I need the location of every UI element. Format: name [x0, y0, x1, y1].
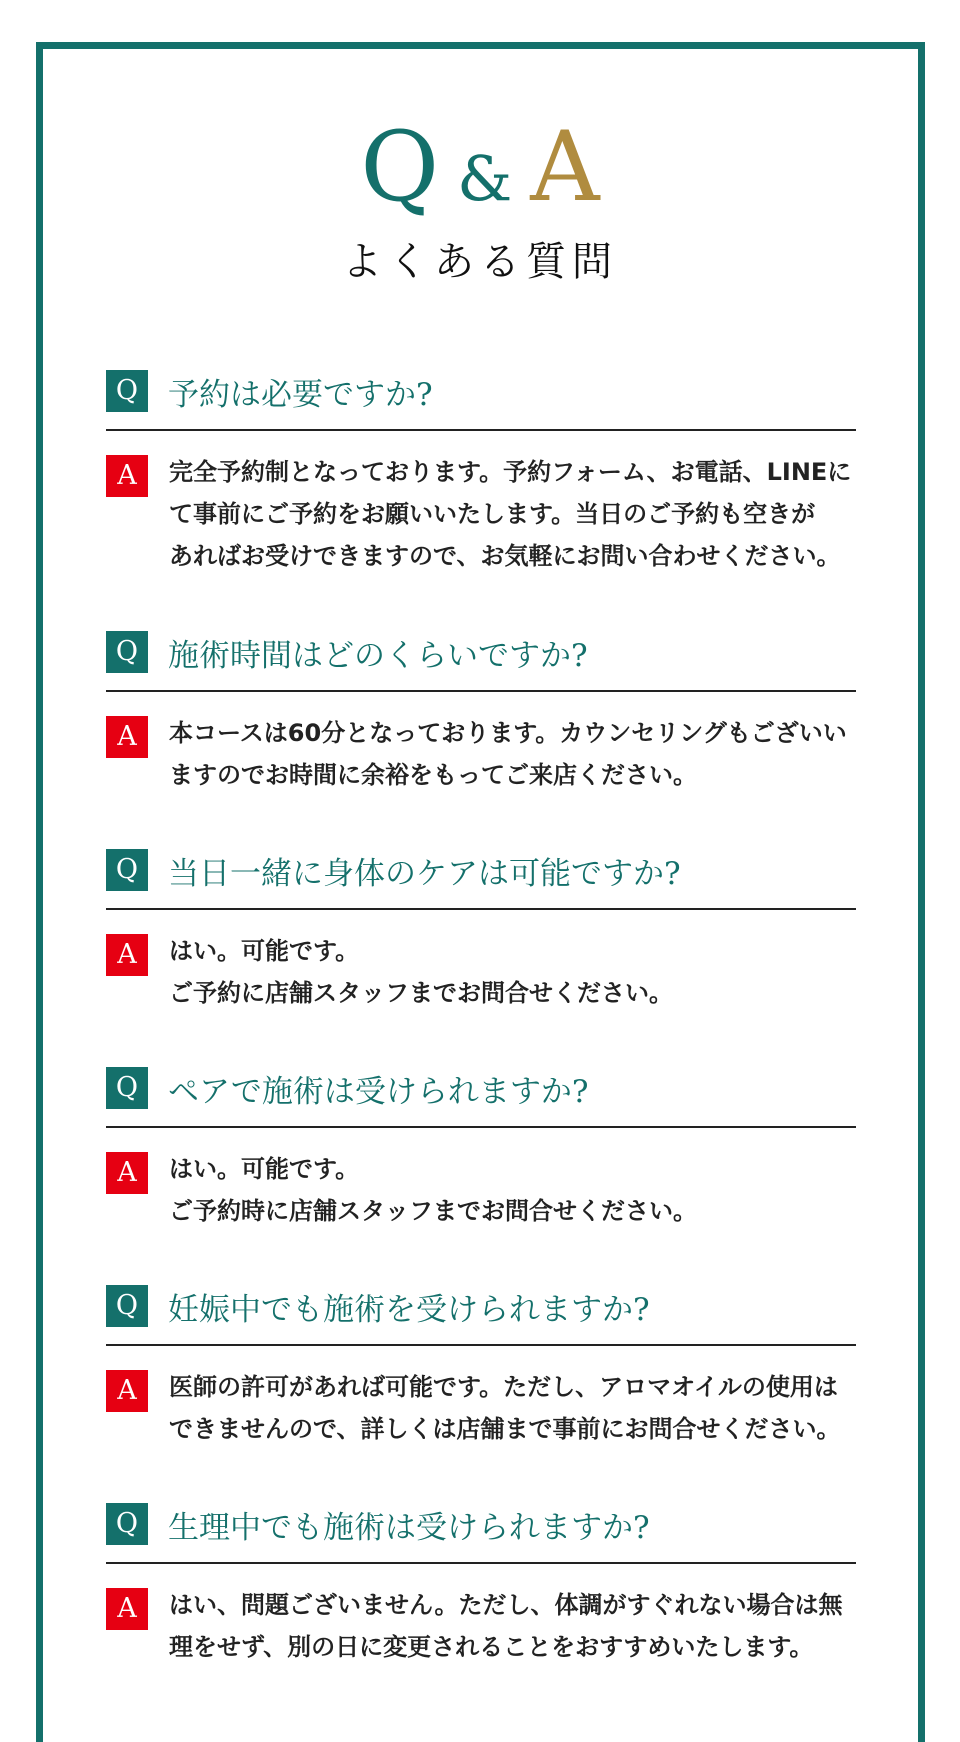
answer-line: はい、問題ございません。ただし、体調がすぐれない場合は無: [169, 1591, 843, 1619]
question-badge: Q: [106, 370, 148, 412]
answer-line: できませんので、詳しくは店舗まで事前にお問合せください。: [169, 1415, 841, 1443]
answer-row: [106, 712, 856, 796]
faq-item: [106, 1284, 856, 1450]
question-row: [106, 630, 856, 674]
answer-badge: A: [106, 455, 148, 497]
faq-item: [106, 848, 856, 1014]
answer-line: あればお受けできますので、お気軽にお問い合わせください。: [169, 542, 841, 570]
answer-badge: A: [106, 716, 148, 758]
answer-text: [169, 1366, 856, 1450]
question-text: 施術時間はどのくらいですか?: [168, 637, 588, 674]
answer-row: [106, 451, 856, 577]
divider: [106, 1344, 856, 1346]
question-text: 当日一緒に身体のケアは可能ですか?: [168, 855, 681, 892]
faq-item: [106, 1502, 856, 1668]
answer-text: [169, 1148, 856, 1232]
answer-line: て事前にご予約をお願いいたします。当日のご予約も空きが: [169, 500, 816, 528]
answer-line: ご予約に店舗スタッフまでお問合せください。: [169, 979, 673, 1007]
answer-line: ご予約時に店舗スタッフまでお問合せください。: [169, 1197, 697, 1225]
divider: [106, 690, 856, 692]
answer-badge: A: [106, 1370, 148, 1412]
question-text: 予約は必要ですか?: [168, 376, 433, 413]
answer-row: [106, 1148, 856, 1232]
answer-text: [169, 712, 856, 796]
question-badge: Q: [106, 1067, 148, 1109]
answer-line: 医師の許可があれば可能です。ただし、アロマオイルの使用は: [169, 1373, 838, 1401]
faq-item: [106, 1066, 856, 1232]
answer-line: 完全予約制となっております。予約フォーム、お電話、LINEに: [169, 458, 852, 486]
answer-line: 理をせず、別の日に変更されることをおすすめいたします。: [169, 1633, 814, 1661]
answer-row: [106, 1366, 856, 1450]
answer-badge: A: [106, 1152, 148, 1194]
question-badge: Q: [106, 1503, 148, 1545]
question-badge: Q: [106, 849, 148, 891]
divider: [106, 908, 856, 910]
answer-text: [169, 930, 856, 1014]
faq-item: [106, 630, 856, 796]
answer-row: [106, 930, 856, 1014]
page-title: [0, 112, 960, 222]
question-text: ペアで施術は受けられますか?: [168, 1073, 589, 1110]
question-row: [106, 1066, 856, 1110]
title-ampersand: &: [457, 142, 513, 215]
title-q-letter: Q: [360, 111, 440, 223]
answer-text: [169, 1584, 856, 1668]
answer-badge: A: [106, 1588, 148, 1630]
divider: [106, 1126, 856, 1128]
divider: [106, 429, 856, 431]
page-subtitle: よくある質問: [342, 239, 618, 285]
answer-text: [169, 451, 856, 577]
question-row: [106, 369, 856, 413]
faq-item: [106, 369, 856, 577]
question-badge: Q: [106, 1285, 148, 1327]
page-header: [0, 112, 960, 287]
divider: [106, 1562, 856, 1564]
question-row: [106, 1284, 856, 1328]
answer-row: [106, 1584, 856, 1668]
answer-line: はい。可能です。: [169, 1155, 360, 1183]
question-row: [106, 1502, 856, 1546]
question-text: 妊娠中でも施術を受けられますか?: [168, 1291, 650, 1328]
question-text: 生理中でも施術は受けられますか?: [168, 1509, 650, 1546]
question-row: [106, 848, 856, 892]
answer-line: はい。可能です。: [169, 937, 360, 965]
answer-line: 本コースは60分となっております。カウンセリングもございい: [169, 719, 847, 747]
question-badge: Q: [106, 631, 148, 673]
answer-badge: A: [106, 934, 148, 976]
title-a-letter: A: [530, 111, 600, 223]
answer-line: ますのでお時間に余裕をもってご来店ください。: [169, 761, 697, 789]
